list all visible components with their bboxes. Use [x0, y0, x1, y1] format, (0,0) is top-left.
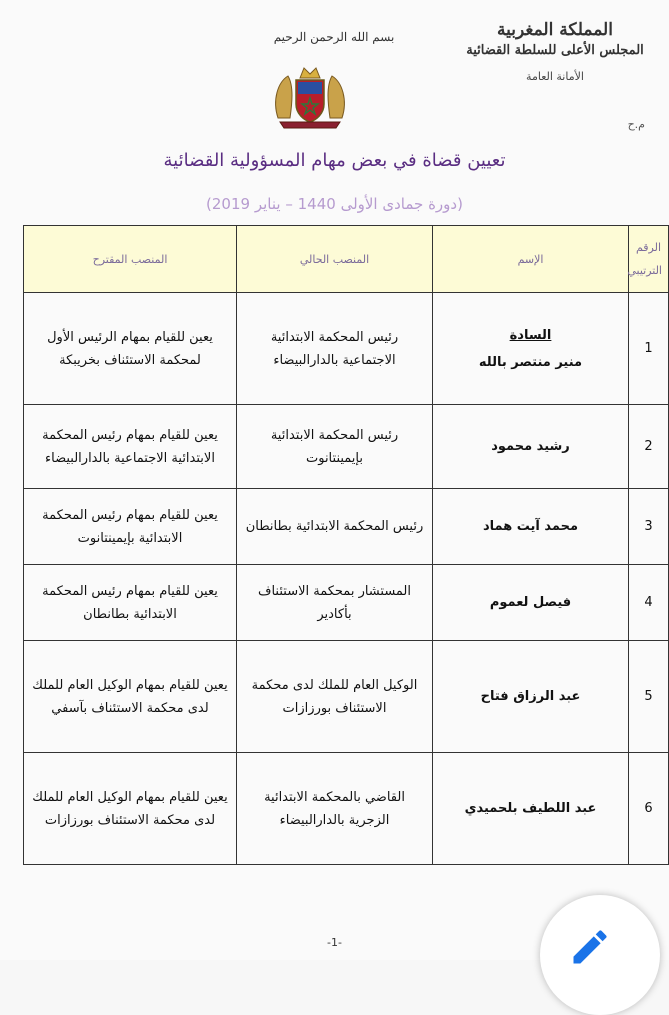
row-number: 3	[629, 489, 669, 565]
header-number: الرقم الترتيبي	[629, 226, 669, 293]
row-number: 2	[629, 405, 669, 489]
row-current-position: المستشار بمحكمة الاستئناف بأكادير	[237, 565, 433, 641]
row-current-position: رئيس المحكمة الابتدائية بطانطان	[237, 489, 433, 565]
basmala: بسم الله الرحمن الرحيم	[273, 30, 395, 44]
table-row	[24, 753, 669, 865]
row-name: فيصل لعموم	[433, 565, 629, 641]
header-proposed-position: المنصب المقترح	[24, 226, 237, 293]
appointments-table	[23, 225, 669, 865]
row-name: محمد آيت هماد	[433, 489, 629, 565]
row-current-position: رئيس المحكمة الابتدائية الاجتماعية بالدارالبيضاء	[237, 293, 433, 405]
table-header-row	[24, 226, 669, 293]
row-proposed-position: يعين للقيام بمهام الوكيل العام للملك لدى محكمة الاستئناف بورزازات	[24, 753, 237, 865]
table-row	[24, 293, 669, 405]
session-subtitle: (دورة جمادى الأولى 1440 – يناير 2019)	[206, 195, 463, 213]
row-name: عبد الرزاق فتاح	[433, 641, 629, 753]
edit-fab-button[interactable]	[540, 895, 660, 1015]
table-row	[24, 489, 669, 565]
row-name: رشيد محمود	[433, 405, 629, 489]
judge-name: منير منتصر بالله	[478, 354, 583, 370]
row-number: 6	[629, 753, 669, 865]
row-proposed-position: يعين للقيام بمهام رئيس المحكمة الابتدائية بإيمينتانوت	[24, 489, 237, 565]
row-number: 1	[629, 293, 669, 405]
secretariat-name: الأمانة العامة	[526, 70, 584, 83]
page-title: تعيين قضاة في بعض مهام المسؤولية القضائية	[163, 150, 506, 171]
coat-of-arms-emblem	[268, 60, 352, 130]
row-proposed-position: يعين للقيام بمهام الوكيل العام للملك لدى محكمة الاستئناف بآسفي	[24, 641, 237, 753]
table-row	[24, 641, 669, 753]
row-proposed-position: يعين للقيام بمهام رئيس المحكمة الابتدائية بطانطان	[24, 565, 237, 641]
council-name: المجلس الأعلى للسلطة القضائية	[466, 43, 644, 58]
row-proposed-position: يعين للقيام بمهام رئيس المحكمة الابتدائية الاجتماعية بالدارالبيضاء	[24, 405, 237, 489]
row-number: 4	[629, 565, 669, 641]
institution-header	[455, 20, 655, 83]
page-number: -1-	[327, 936, 342, 949]
header-current-position: المنصب الحالي	[237, 226, 433, 293]
row-name: عبد اللطيف بلحميدي	[433, 753, 629, 865]
row-name	[433, 293, 629, 405]
honorific-label: السادة	[509, 327, 552, 343]
row-number: 5	[629, 641, 669, 753]
table-row	[24, 405, 669, 489]
pencil-icon	[568, 925, 612, 969]
reference-mark: م.ح	[627, 118, 645, 131]
row-current-position: الوكيل العام للملك لدى محكمة الاستئناف بورزازات	[237, 641, 433, 753]
table-row	[24, 565, 669, 641]
row-current-position: القاضي بالمحكمة الابتدائية الزجرية بالدارالبيضاء	[237, 753, 433, 865]
kingdom-name: المملكة المغربية	[497, 20, 613, 40]
header-name: الإسم	[433, 226, 629, 293]
row-proposed-position: يعين للقيام بمهام الرئيس الأول لمحكمة الاستئناف بخريبكة	[24, 293, 237, 405]
row-current-position: رئيس المحكمة الابتدائية بإيمينتانوت	[237, 405, 433, 489]
